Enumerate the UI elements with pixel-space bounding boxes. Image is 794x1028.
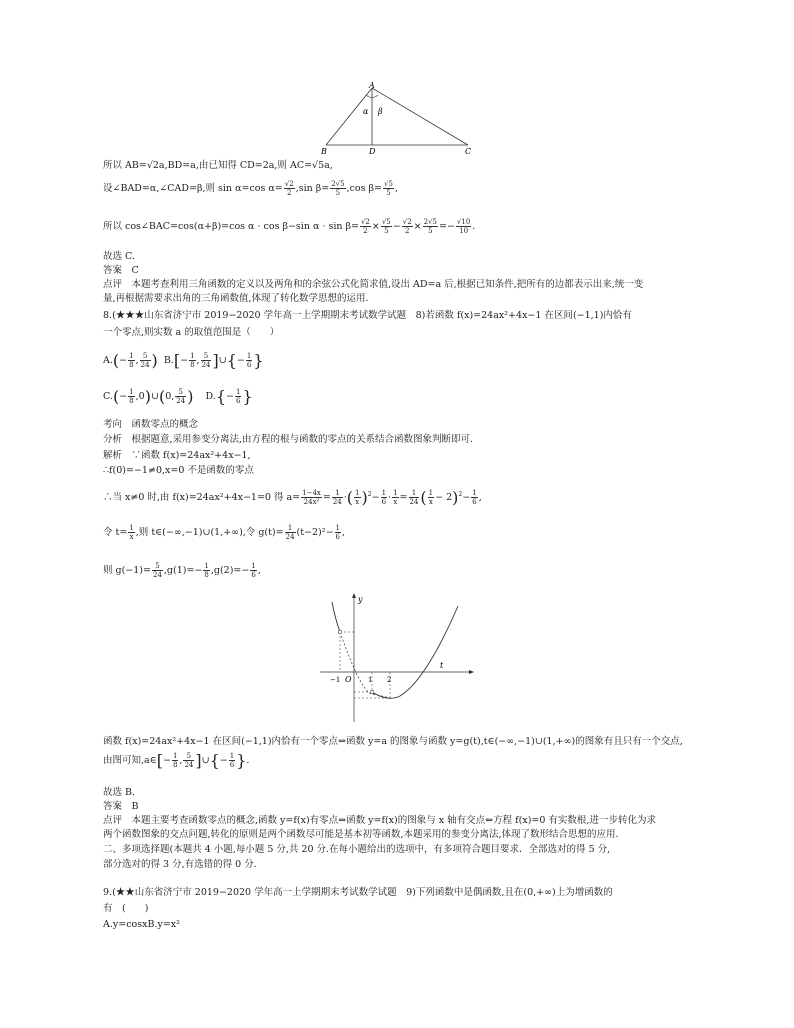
vertex-d-label: D: [369, 147, 376, 156]
triangle-figure: [316, 82, 482, 158]
fraction: $\frac{1}{x}$: [428, 489, 434, 507]
option-c-label: C.: [103, 391, 113, 402]
line-27: A.y=cosxB.y=x²: [103, 919, 180, 930]
fraction: $\frac{5}{24}$: [184, 752, 194, 769]
line-7: 量,再根据需要求出角的三角函数值,体现了转化数学思想的运用.: [103, 293, 369, 304]
text: ·: [388, 492, 392, 504]
line-4: 故选 C.: [103, 251, 135, 262]
text: −: [462, 492, 471, 504]
option-b-label: B.: [163, 355, 174, 366]
line-12: 解析 ∵函数 f(x)=24ax²+4x−1,: [103, 450, 251, 461]
fraction: $\frac{1-4x}{\text{24x²}}$: [302, 489, 321, 507]
option-d-label: D.: [205, 391, 216, 402]
alpha-label: α: [363, 107, 369, 116]
text: − 2: [435, 492, 453, 504]
line-18: 由图可知,a∈[− $\frac{1}{8}$ , $\frac{5}{24}$ ]∪{− $\frac{1}{6}$ }.: [103, 751, 250, 770]
line-25: 9.(★★山东省济宁市 2019−2020 学年高一上学期期末考试数学试题 9)下列函数中是偶函数,且在(0,+∞)上为增函数的: [103, 887, 613, 898]
fraction: $\frac{5}{24}$: [152, 562, 162, 579]
text: 所以 cos∠BAC=cos(α+β)=cos α · cos β−sin α · sin β=: [103, 221, 359, 232]
fraction: $\frac{√2}{2}$: [402, 218, 412, 235]
origin-label: O: [345, 675, 352, 684]
tick-one: 1: [368, 676, 373, 684]
fraction: $\frac{1}{6}$: [246, 352, 252, 369]
function-graph: [316, 592, 476, 726]
fraction: $\frac{1}{x}$: [393, 489, 398, 507]
fraction: $\frac{√10}{10}$: [456, 218, 471, 235]
text: ,cos β=: [346, 183, 382, 194]
text: ,: [478, 492, 482, 504]
line-23: 二、多项选择题(本题共 4 小题,每小题 5 分,共 20 分.在每小题给出的选项中，有多项符合题目要求．全部选对的得 5 分,: [103, 844, 611, 855]
text: =: [399, 492, 408, 504]
fraction: $\frac{1}{6}$: [251, 562, 256, 579]
fraction: $\frac{1}{6}$: [472, 489, 477, 507]
line-19: 故选 B.: [103, 787, 136, 798]
text: =−: [439, 221, 455, 232]
tick-two: 2: [387, 676, 392, 684]
line-15: [103, 524, 345, 541]
line-10: 考向 函数零点的概念: [103, 419, 199, 430]
option-a-label: A.: [103, 355, 113, 366]
text: 由图可知,a∈: [103, 755, 157, 766]
line-13: ∴f(0)=−1≠0,x=0 不是函数的零点: [103, 465, 254, 476]
fraction: $\frac{1}{x}$: [129, 524, 134, 541]
text: ×: [371, 221, 380, 232]
line-21: 点评 本题主要考查函数零点的概念,函数 y=f(x)有零点⇔函数 y=f(x)的图象与 x 轴有交点⇔方程 f(x)=0 有实数根,进一步转化为求: [103, 815, 656, 826]
text: ,sin β=: [295, 183, 330, 194]
options-cd: C.(− $\frac{1}{8}$ ,0)∪(0, $\frac{5}{24}$ ) D.{− $\frac{1}{6}$ }: [103, 387, 253, 406]
fraction: $\frac{1}{8}$: [129, 388, 134, 405]
fraction: $\frac{√2}{2}$: [360, 218, 370, 235]
fraction: $\frac{1}{8}$: [129, 352, 134, 369]
text: ,: [257, 565, 261, 576]
t-axis-label: t: [440, 661, 444, 670]
y-axis-label: y: [358, 595, 363, 604]
text: ·: [343, 492, 347, 504]
line-9: 一个零点,则实数 a 的取值范围是（ ）: [103, 327, 280, 338]
vertex-b-label: B: [321, 147, 327, 156]
text: ,则 t∈(−∞,−1)∪(1,+∞),令 g(t)=: [135, 527, 284, 538]
fraction: $\frac{√5}{5}$: [384, 180, 393, 197]
fraction: $\frac{2√5}{5}$: [423, 218, 437, 235]
text: 设∠BAD=α,∠CAD=β,则 sin α=cos α=: [103, 183, 283, 194]
text: 则 g(−1)=: [103, 565, 151, 576]
text: ,: [394, 183, 398, 194]
fraction: $\frac{1}{6}$: [335, 524, 341, 541]
fraction: $\frac{1}{6}$: [236, 388, 241, 405]
tick-minus-one: −1: [330, 676, 341, 684]
line-2: [103, 180, 398, 197]
beta-label: β: [378, 107, 383, 116]
vertex-a-label: A: [369, 82, 375, 90]
fraction: $\frac{1}{8}$: [172, 752, 178, 769]
fraction: $\frac{5}{24}$: [201, 352, 211, 369]
line-8: 8.(★★★山东省济宁市 2019−2020 学年高一上学期期末考试数学试题 8)若函数 f(x)=24ax²+4x−1 在区间(−1,1)内恰有: [103, 310, 632, 321]
text: ×: [413, 221, 422, 232]
text: ,g(2)=−: [210, 565, 250, 576]
text: .: [246, 755, 250, 766]
text: 令 t=: [103, 527, 128, 538]
line-11: 分析 根据题意,采用参变分离法,由方程的根与函数的零点的关系结合函数图象判断即可.: [103, 434, 474, 445]
fraction: $\frac{1}{8}$: [204, 562, 209, 579]
text: −: [392, 221, 401, 232]
line-26: 有 ( ): [103, 903, 149, 914]
fraction: $\frac{1}{24}$: [332, 489, 342, 507]
line-16: [103, 562, 261, 579]
line-5: 答案 C: [103, 265, 139, 276]
fraction: $\frac{2√5}{5}$: [331, 180, 345, 197]
text: =: [322, 492, 331, 504]
line-17: 函数 f(x)=24ax²+4x−1 在区间(−1,1)内恰有一个零点⇔函数 y=a 的图象与函数 y=g(t),t∈(−∞,−1)∪(1,+∞)的图象有且只有一个交点,: [103, 736, 683, 747]
fraction: $\frac{1}{x}$: [355, 489, 360, 507]
fraction: $\frac{1}{24}$: [409, 489, 419, 507]
line-1: 所以 AB=√2a,BD=a,由已知得 CD=2a,则 AC=√5a,: [103, 160, 333, 171]
fraction: $\frac{√2}{2}$: [284, 180, 294, 197]
vertex-c-label: C: [465, 147, 472, 156]
text: ∴当 x≠0 时,由 f(x)=24ax²+4x−1=0 得 a=: [103, 492, 301, 504]
fraction: $\frac{1}{8}$: [190, 352, 195, 369]
line-3: [103, 218, 475, 235]
text: ,: [342, 527, 346, 538]
fraction: $\frac{√5}{5}$: [381, 218, 391, 235]
text: .: [472, 221, 476, 232]
text: (t−2)²−: [296, 527, 334, 538]
text: −: [371, 492, 380, 504]
line-22: 两个函数图象的交点问题,转化的原则是两个函数尽可能是基本初等函数,本题采用的参变分离法,体现了数形结合思想的应用.: [103, 829, 619, 840]
line-14: ∴当 x≠0 时,由 f(x)=24ax²+4x−1=0 得 a= $\frac{1-4x}{\text{24x²}}$ = $\frac{1}{24}$ ·( $\frac{1}{x}$ )$^2$− $\frac{1}{6}$ · $\frac{1}{x}$ = $\frac{1}{24}$ ( $\frac{1}{x}$ − 2)$^2$− $\frac{1}{6}$ ,: [103, 488, 482, 508]
fraction: $\frac{1}{6}$: [229, 752, 235, 769]
fraction: $\frac{5}{24}$: [140, 352, 150, 369]
line-20: 答案 B: [103, 801, 139, 812]
line-6: 点评 本题考查利用三角函数的定义以及两角和的余弦公式化简求值,设出 AD=a 后,根据已知条件,把所有的边都表示出来,统一变: [103, 279, 644, 290]
fraction: $\frac{5}{24}$: [176, 388, 186, 405]
text: ,g(1)=−: [163, 565, 203, 576]
options-ab: A.(− $\frac{1}{8}$ , $\frac{5}{24}$ ) B.[− $\frac{1}{8}$ , $\frac{5}{24}$ ]∪{− $\frac{1}{6}$ }: [103, 351, 264, 370]
fraction: $\frac{1}{24}$: [285, 524, 295, 541]
line-24: 部分选对的得 3 分,有选错的得 0 分.: [103, 859, 257, 870]
fraction: $\frac{1}{6}$: [381, 489, 387, 507]
